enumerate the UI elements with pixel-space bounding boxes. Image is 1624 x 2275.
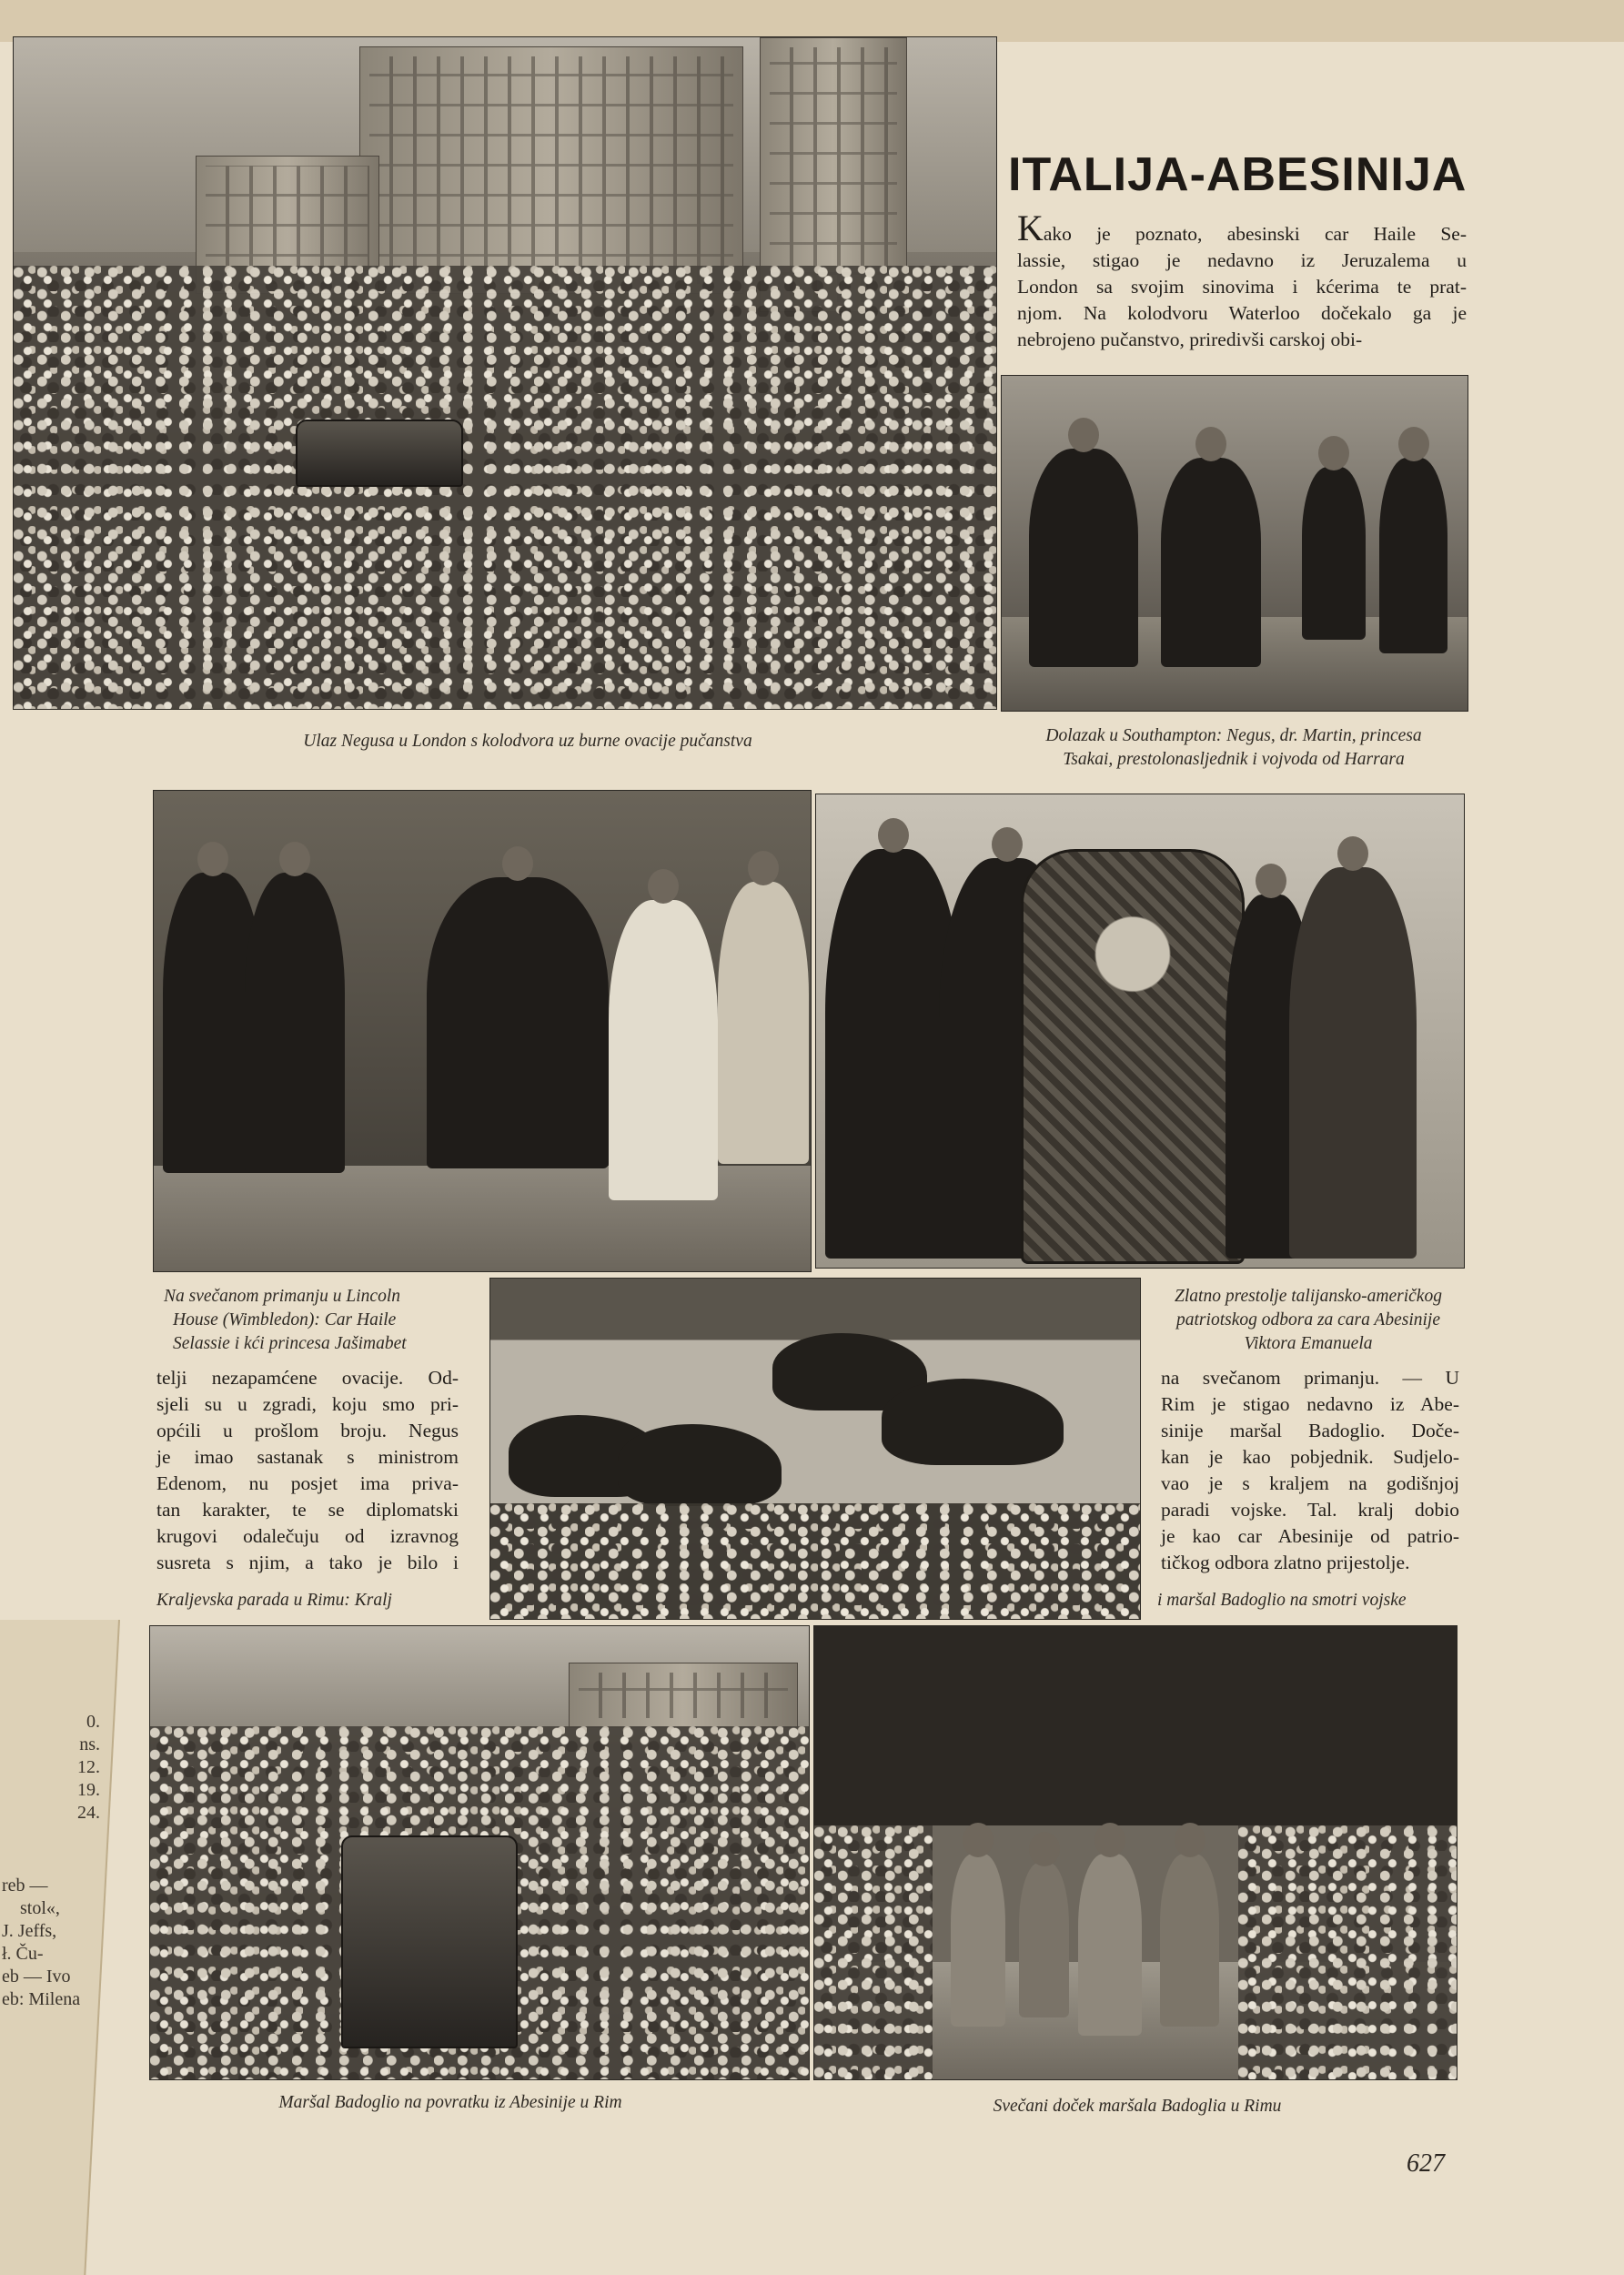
caption-badoglio-welcome: Svečani doček maršala Badoglia u Rimu [993, 2097, 1282, 2116]
body-line: na svečanom primanju. — U [1161, 1367, 1459, 1389]
horse [618, 1424, 782, 1506]
caption-line: Na svečanom primanju u Lincoln [164, 1287, 400, 1306]
photo-building [359, 46, 743, 294]
caption-line: Viktora Emanuela [1244, 1334, 1373, 1353]
body-line: sinije maršal Badoglio. Doče- [1161, 1420, 1459, 1441]
body-line: je kao car Abesinije od patrio- [1161, 1525, 1459, 1547]
article-headline: ITALIJA-ABESINIJA [1008, 148, 1468, 201]
photo-badoglio-welcome [813, 1625, 1458, 2080]
intro-line: London sa svojim sinovima i kćerima te prat- [1017, 276, 1467, 298]
caption-london-entry: Ulaz Negusa u London s kolodvora uz burne ovacije pučanstva [303, 732, 752, 751]
dropcap: K [1017, 207, 1044, 248]
figure-woman-floral [718, 882, 809, 1164]
article-right-column [1161, 1365, 1459, 1576]
body-line: općili u prošlom broju. Negus [156, 1420, 459, 1441]
caption-parade-right: i maršal Badoglio na smotri vojske [1157, 1591, 1407, 1610]
body-line: tičkog odbora zlatno prijestolje. [1161, 1552, 1410, 1573]
photo-crowd [14, 266, 996, 709]
figure-officer [1160, 1854, 1219, 2027]
page-number: 627 [1407, 2149, 1445, 2178]
photo-london-crowd [13, 36, 997, 710]
body-line: vao je s kraljem na godišnjoj [1161, 1472, 1459, 1494]
figure-haile-selassie [427, 877, 609, 1168]
figure-badoglio [1078, 1854, 1142, 2036]
intro-line: nebrojeno pučanstvo, priredivši carskoj obi- [1017, 329, 1363, 350]
figure-princess-white [609, 900, 718, 1200]
intro-line: lassie, stigao je nedavno iz Jeruzalema u [1017, 249, 1467, 271]
photo-station-roof [569, 1663, 798, 1728]
figure-officer [1019, 1863, 1069, 2017]
body-line: paradi vojske. Tal. kralj dobio [1161, 1499, 1459, 1521]
body-line: sjeli su u zgradi, koju smo pri- [156, 1393, 459, 1415]
caption-line: patriotskog odbora za cara Abesinije [1176, 1310, 1440, 1330]
figure-prince [1379, 458, 1447, 653]
intro-line: njom. Na kolodvoru Waterloo dočekalo ga je [1017, 302, 1467, 324]
caption-line: Selassie i kći princesa Jašimabet [173, 1334, 407, 1353]
figure-officer [951, 1854, 1005, 2027]
figure-negus [1029, 449, 1138, 667]
caption-line: Zlatno prestolje talijansko-američkog [1175, 1287, 1442, 1306]
body-line: Rim je stigao nedavno iz Abe- [1161, 1393, 1459, 1415]
intro-line: Kako je poznato, abesinski car Haile Se- [1017, 207, 1467, 248]
body-line: Edenom, nu posjet ima priva- [156, 1472, 459, 1494]
caption-line: House (Wimbledon): Car Haile [173, 1310, 397, 1330]
body-line: krugovi odalečuju od izravnog [156, 1525, 459, 1547]
caption-throne [1148, 1285, 1468, 1356]
figure-man-suit [1289, 867, 1417, 1259]
photo-lincoln-house [153, 790, 812, 1272]
photo-car [296, 420, 463, 487]
figure-dignitary [1161, 458, 1261, 667]
body-line: telji nezapamćene ovacije. Od- [156, 1367, 459, 1389]
figure-princess [1302, 467, 1366, 640]
photo-golden-throne [815, 794, 1465, 1269]
photo-car [341, 1835, 518, 2048]
article-left-column [156, 1365, 459, 1576]
body-line: je imao sastanak s ministrom [156, 1446, 459, 1468]
caption-southampton [1001, 724, 1467, 772]
caption-badoglio-return: Maršal Badoglio na povratku iz Abesinije u Rim [278, 2093, 622, 2112]
caption-line: Dolazak u Southampton: Negus, dr. Martin, princesa [1045, 726, 1422, 745]
body-line: susreta s njim, a tako je bilo i [156, 1552, 459, 1573]
body-line: kan je kao pobjednik. Sudjelo- [1161, 1446, 1459, 1468]
caption-lincoln-house [156, 1285, 500, 1356]
body-line: tan karakter, te se diplomatski [156, 1499, 459, 1521]
caption-parade-left: Kraljevska parada u Rimu: Kralj [156, 1591, 392, 1610]
horse [882, 1379, 1064, 1465]
golden-throne [1021, 849, 1245, 1264]
clipping-text-upper: 0. ns. 12. 19. 24. [77, 1712, 100, 1823]
photo-royal-parade [489, 1278, 1141, 1620]
photo-southampton-arrival [1001, 375, 1468, 712]
figure-woman [245, 873, 345, 1173]
article-intro [1017, 207, 1467, 353]
caption-line: Tsakai, prestolonasljednik i vojvoda od Harrara [1063, 750, 1405, 769]
photo-crowd-left [814, 1825, 933, 2079]
soldiers-formation [490, 1503, 1140, 1619]
clipping-text-lower: reb — stol«, J. Jeffs, ł. Ču- eb — Ivo eb: Milena [2, 1876, 81, 2009]
photo-crowd-right [1238, 1825, 1457, 2079]
photo-badoglio-return [149, 1625, 810, 2080]
